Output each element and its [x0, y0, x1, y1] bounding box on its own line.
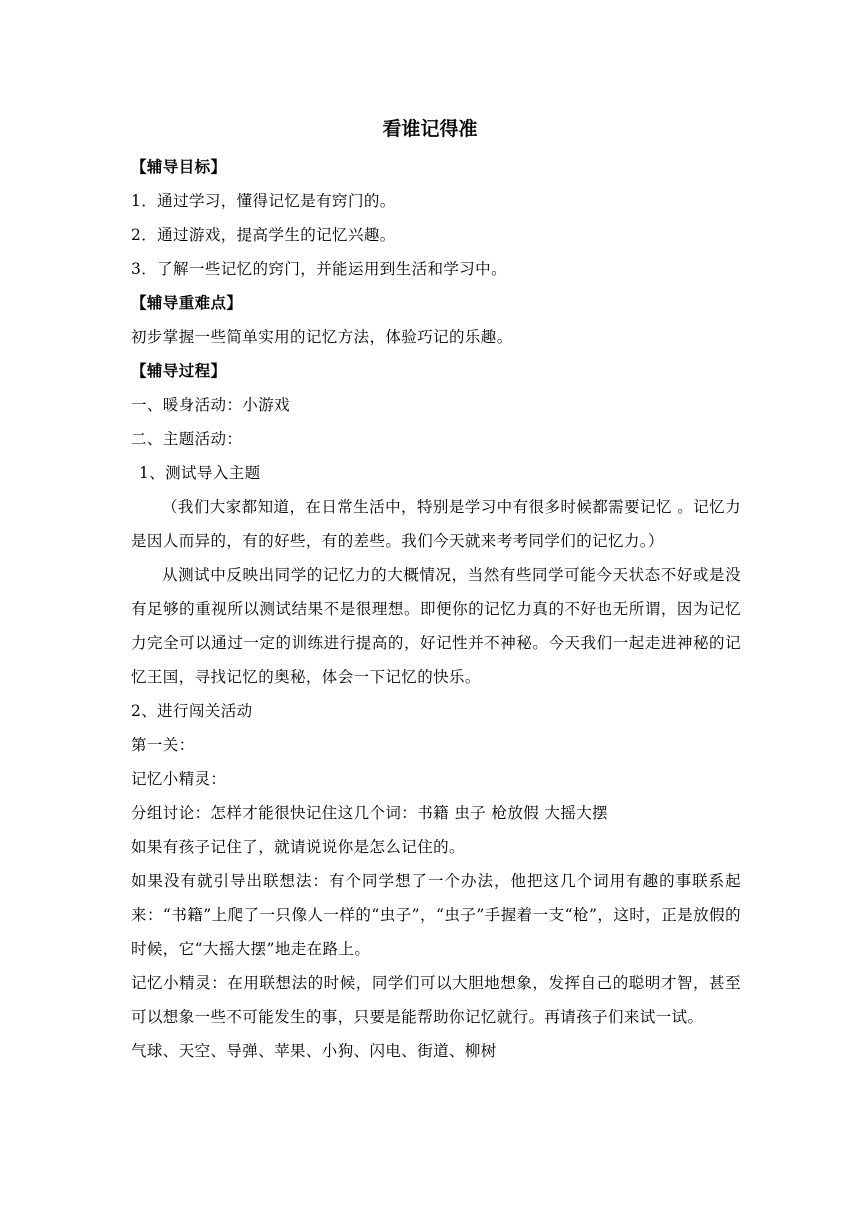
- document-title: 看谁记得准: [382, 118, 478, 140]
- paragraph-test-result: 从测试中反映出同学的记忆力的大概情况，当然有些同学可能今天状态不好或是没有足够的重视所以测试结果不是很理想。即便你的记忆力真的不好也无所谓，因为记忆力完全可以通过一定的训练进行提高的，好记性并不神秘。今天我们一起走进神秘的记忆王国，寻找记忆的奥秘，体会一下记忆的快乐。: [131, 566, 741, 686]
- paragraph-intro-note: （我们大家都知道，在日常生活中，特别是学习中有很多时候都需要记忆 。记忆力是因人而异的，有的好些，有的差些。我们今天就来考考同学们的记忆力。）: [131, 498, 741, 550]
- key-text: 初步掌握一些简单实用的记忆方法，体验巧记的乐趣。: [131, 328, 513, 346]
- goal-item-3: 3．了解一些记忆的窍门，并能运用到生活和学习中。: [131, 260, 507, 278]
- key-heading: 【辅导重难点】: [131, 294, 243, 312]
- paragraph-word-list: 气球、天空、导弹、苹果、小狗、闪电、街道、柳树: [131, 1042, 497, 1060]
- paragraph-association-method: 如果没有就引导出联想法：有个同学想了一个办法，他把这几个词用有趣的事联系起来：“书籍”上爬了一只像人一样的“虫子”，“虫子”手握着一支“枪”，这时，正是放假的时候，它“大摇大摆”地走在路上。: [131, 872, 741, 958]
- paragraph-level-activity: 2、进行闯关活动: [131, 702, 253, 720]
- paragraph-main-activity: 二、主题活动：: [131, 430, 243, 448]
- goal-item-1: 1．通过学习，懂得记忆是有窍门的。: [131, 192, 396, 210]
- document-body: [131, 150, 741, 1068]
- paragraph-test-intro: 1、测试导入主题: [139, 464, 261, 482]
- paragraph-memory-sprite: 记忆小精灵：: [131, 770, 227, 788]
- paragraph-level-one: 第一关：: [131, 736, 195, 754]
- paragraph-sprite-tip: 记忆小精灵：在用联想法的时候，同学们可以大胆地想象，发挥自己的聪明才智，甚至可以想象一些不可能发生的事，只要是能帮助你记忆就行。再请孩子们来试一试。: [131, 974, 741, 1026]
- process-heading: 【辅导过程】: [131, 362, 227, 380]
- paragraph-group-discussion: 分组讨论：怎样才能很快记住这几个词：书籍 虫子 枪放假 大摇大摆: [131, 804, 609, 822]
- goal-item-2: 2．通过游戏，提高学生的记忆兴趣。: [131, 226, 396, 244]
- goal-heading: 【辅导目标】: [131, 158, 227, 176]
- paragraph-warmup: 一、暖身活动：小游戏: [131, 396, 291, 414]
- paragraph-if-remembered: 如果有孩子记住了，就请说说你是怎么记住的。: [131, 838, 465, 856]
